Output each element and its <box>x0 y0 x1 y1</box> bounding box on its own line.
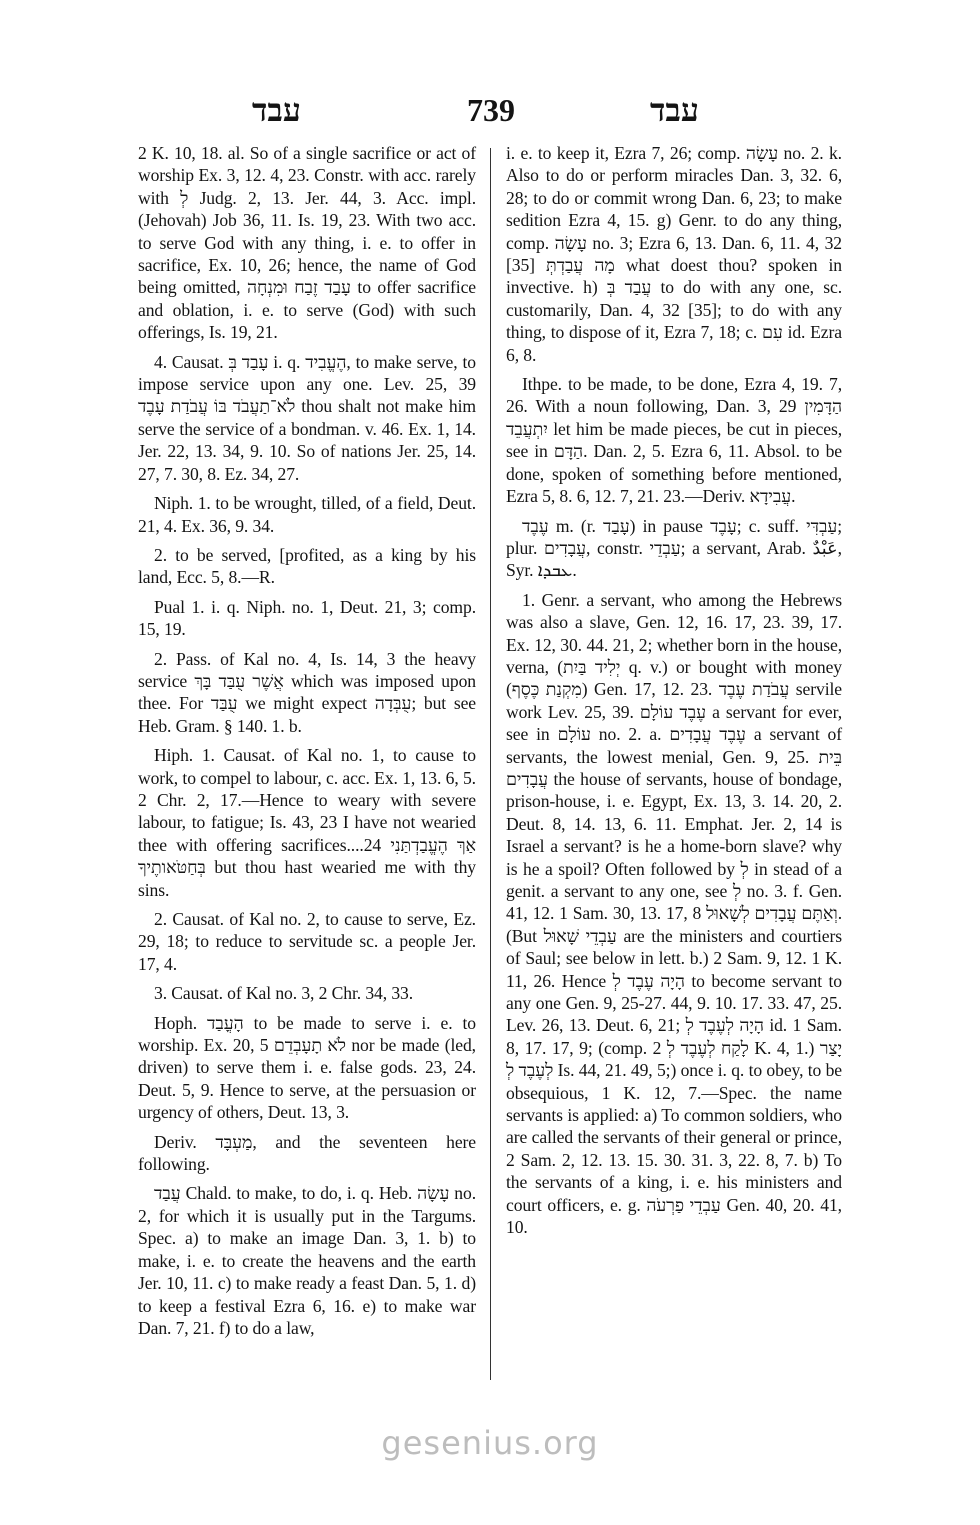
entry-paragraph: 2. Causat. of Kal no. 2, to cause to serve, Ez. 29, 18; to reduce to servitude sc. a people Jer. 17, 4. <box>138 909 476 974</box>
entry-paragraph: Pual 1. i. q. Niph. no. 1, Deut. 21, 3; comp. 15, 19. <box>138 596 476 640</box>
entry-paragraph: 2. Pass. of Kal no. 4, Is. 14, 3 the heavy service אֲשֶׁר עֻבַּד בָּךְ which was imposed upon thee. For עֻבַּד we might expect עֻבְּדָה; but see Heb. Gram. § 140. 1. b. <box>138 648 477 736</box>
entry-paragraph: Niph. 1. to be wrought, tilled, of a field, Deut. 21, 4. Ex. 36, 9. 34. <box>138 493 476 536</box>
left-column <box>138 142 476 1346</box>
footer-watermark: gesenius.org <box>381 1424 599 1462</box>
entry-paragraph: 4. Causat. עָבַד בְּ i. q. הֶעֱבִיד, to make serve, to impose service upon any one. Lev. 25, 39 לֹא־תַעֲבֹד בּוֹ עֲבֹדַת עָבֶד thou shalt not make him serve the service of a bondman. v. 46. Ex. 1, 14. Jer. 22, 13. 34, 9. 10. So of nations Jer. 25, 14. 27, 7. 30, 8. Ez. 34, 27. <box>138 351 476 484</box>
entry-paragraph: 1. Genr. a servant, who among the Hebrews was also a slave, Gen. 12, 16. 17, 23. 39, 17. Ex. 12, 30. 44. 21, 2; whether born in the house, verna, (יְלִיד בַּיִת q. v.) or bought with money (מִקְנַת כֶּסֶף) Gen. 17, 12. 23. עֲבֹדַת עֶבֶד servile work Lev. 25, 39. עֶבֶד עוֹלָם a servant for ever, see in עוֹלָם no. 2. a. עֶבֶד עֲבָדִים a servant of servants, the lowest menial, Gen. 9, 25. בֵּית עֲבָדִים the house of servants, house of bondage, prison-house, i. e. Egypt, Ex. 13, 3. 14. 20, 2. Deut. 8, 14. 13, 6. 11. Emphat. Jer. 2, 14 is Israel a servant? is he a home-born slave? why is he a spoil? Often followed by לְ in stead of a genit. a servant to any one, see לְ no. 3. f. Gen. 41, 12. 1 Sam. 30, 13. 17, 8 וְאַתֶּם עֲבָדִים לְשָׁאוּל. (But עַבְדֵי שָׁאוּל are the ministers and courtiers of Saul; see below in lett. b.) 2 Sam. 9, 12. 1 K. 11, 26. Hence הָיָה עֶבֶד לְ to become servant to any one Gen. 9, 25-27. 44, 9. 10. 17. 33. 47, 25. Lev. 26, 13. Deut. 6, 21; הָיָה לְעֶבֶד לְ id. 1 Sam. 8, 17. 17, 9; (comp. לָקַח לְעֶבֶד לְ 2 K. 4, 1.) יָצַר לְעֶבֶד לְ Is. 44, 21. 49, 5;) once i. q. to obey, to be obsequious, 1 K. 12, 7.—Spec. the name servants is applied: a) To common soldiers, who are called the servants of their general or prince, 2 Sam. 2, 12. 13. 15. 30. 31. 3, 22. 8, 7. b) To the servants of a king, i. e. his ministers and court officers, e. g. עַבְדֵי פַרְעֹה Gen. 40, 20. 41, 10. <box>506 589 843 1238</box>
entry-paragraph: Deriv. מַעְבָּד, and the seventeen here following. <box>138 1131 477 1175</box>
header-left-word: עבד <box>252 92 301 128</box>
entry-paragraph: 3. Causat. of Kal no. 3, 2 Chr. 34, 33. <box>154 983 414 1004</box>
entry-paragraph: 2. to be served, [profited, as a king by his land, Ecc. 5, 8.—R. <box>138 544 476 588</box>
header-right-word: עבד <box>650 92 699 128</box>
column-divider <box>490 148 491 1380</box>
page-number: 739 <box>467 92 515 128</box>
entry-paragraph: i. e. to keep it, Ezra 7, 26; comp. עָשָׂה no. 2. k. Also to do or perform miracles Dan. 3, 32. 6, 28; to do or commit wrong Dan. 6, 23; to make sedition Ezra 4, 15. g) Genr. to do any thing, comp. עָשָׂה no. 3; Ezra 6, 13. Dan. 6, 11. 4, 32 [35] מָה עֲבַדְתְּ what doest thou? spoken in invective. h) עֲבַד בְּ to do with any one, sc. customarily, Dan. 4, 32 [35]; to do with any thing, to dispose of it, Ezra 7, 18; c. עִם id. Ezra 6, 8. <box>506 143 843 365</box>
entry-paragraph: עֶבֶד m. (r. עָבַד) in pause עָבֶד; c. suff. עַבְדִּי; plur. עֲבָדִים, constr. עַבְדֵי; a servant, Arab. عَبْدٌ, Syr. ܥܒܕܐ. <box>506 515 843 581</box>
entry-paragraph: Ithpe. to be made, to be done, Ezra 4, 19. 7, 26. With a noun following, Dan. 3, 29 הַדָּמִין יִתְעֲבֵד let him be made pieces, be cut in pieces, see in הַדָּם. Dan. 2, 5. Ezra 6, 11. Absol. to be done, spoken of something before mentioned, Ezra 5, 8. 6, 12. 7, 21. 23.—Deriv. עֲבִידָא. <box>506 374 842 507</box>
entry-paragraph: 2 K. 10, 18. al. So of a single sacrifice or act of worship Ex. 3, 12. 4, 23. Constr. with acc. rarely with לְ Judg. 2, 13. Jer. 44, 3. Acc. impl. (Jehovah) Job 36, 11. Is. 19, 23. With two acc. to serve God with any thing, i. e. to offer in sacrifice, Ex. 10, 26; hence, the name of God being omitted, עָבַד זֶבַח וּמִנְחָה to offer sacrifice and oblation, i. e. to serve (God) with such offerings, Is. 19, 21. <box>138 143 477 343</box>
entry-paragraph: Hoph. הָעֳבַד to be made to serve i. e. to worship. Ex. 20, 5 לֹא תָעָבְדֵם nor be made (led, driven) to serve them i. e. false gods. 23, 24. Deut. 5, 9. Hence to serve, at the persuasion or urgency of others, Deut. 13, 3. <box>138 1012 476 1123</box>
right-column <box>506 142 842 1246</box>
entry-paragraph: עֲבַד Chald. to make, to do, i. q. Heb. עָשָׂה no. 2, for which it is usually put in the Targums. Spec. a) to make an image Dan. 3, 1. b) to make, i. e. to create the heavens and the earth Jer. 10, 11. c) to make ready a feast Dan. 5, 1. d) to keep a festival Ezra 6, 16. e) to make war Dan. 7, 21. f) to do a law, <box>138 1183 476 1338</box>
entry-paragraph: Hiph. 1. Causat. of Kal no. 1, to cause to work, to compel to labour, c. acc. Ex. 1, 13. 6, 5. 2 Chr. 2, 17.—Hence to weary with severe labour, to fatigue; Is. 43, 23 I have not wearied thee with offering sacrifices....24 אַךְ הֶעֱבַדְתַּנִי בְּחַטֹּאותֶיךָ but thou hast wearied me with thy sins. <box>138 745 476 900</box>
